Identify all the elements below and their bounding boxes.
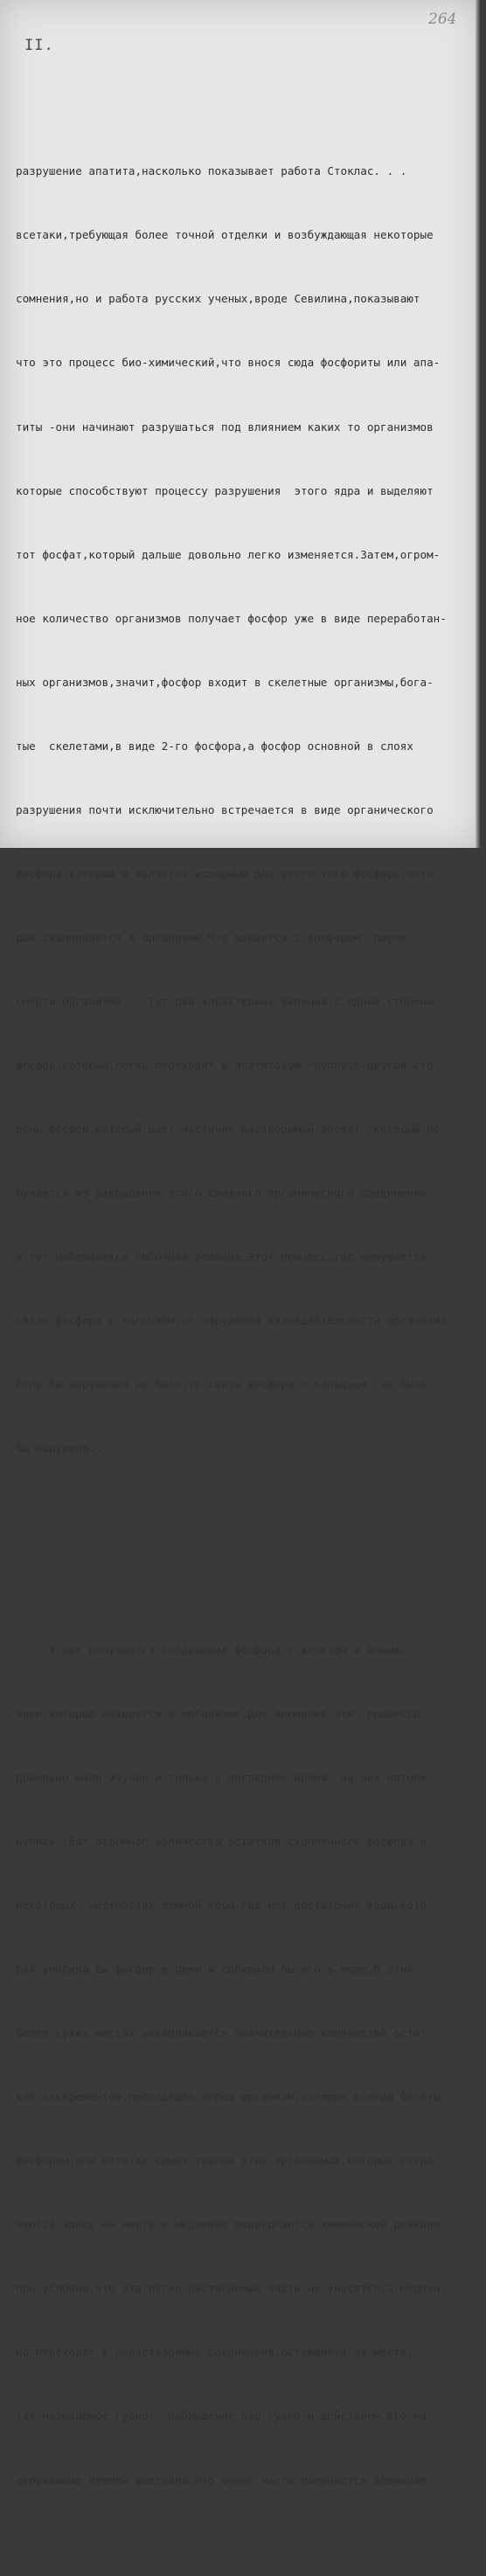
text-line: довольно мало изучен и только в последнее время на них натолк- xyxy=(16,1771,434,1785)
text-line: няются здесь на месте и медленно подвергаются химической реакции xyxy=(16,2218,441,2232)
archive-number: 264 xyxy=(428,10,457,28)
text-line: разрушения почти исключительно встречается в виде органического xyxy=(16,802,434,816)
text-line: роны фосфор,который дает частично растворимый фосфат ,который по- xyxy=(16,1121,447,1135)
text-line: смерти организма ...Тут два характерных явления:с одной стороны xyxy=(16,994,434,1008)
text-line: фосфора,который и является исходным для всего того фосфора,кото- xyxy=(16,866,441,880)
text-line: некоторых местностях земной коры,где нет достаточно воды,кото- xyxy=(16,1899,434,1913)
text-line: и тут наблюдается побочная реакция.Этот процесс,где нарушается xyxy=(16,1249,427,1263)
text-line: фосфор,который легко переходит в апатитовую группу,с другой сто- xyxy=(16,1058,441,1072)
text-line: ное количество организмов получает фосфор уже в виде переработан- xyxy=(16,611,447,625)
text-line: У нас получается соединение фосфора с железом и алюми- xyxy=(16,1643,407,1657)
text-line: нием,которые находятся в организме.Для алюминия эти процессы xyxy=(16,1707,420,1721)
body-text xyxy=(16,76,481,2576)
paragraph xyxy=(16,119,481,1502)
text-line: сомнения,но и работа русских ученых,вроде Севилина,показывают xyxy=(16,292,420,306)
text-line: фосфором,или остатки самих трупов этих организмов,которые сохра- xyxy=(16,2154,441,2168)
text-line: окружающие породы выяснило,что очень часто получается алюминие- xyxy=(16,2473,434,2487)
text-line: рый скапливается в организме.Что делается с фосфором после xyxy=(16,930,407,944)
text-line: так называемое гуано.. Наблюдение над гуано и действием его на xyxy=(16,2409,427,2423)
paragraph xyxy=(16,1597,481,2533)
text-line: при условии,что эта легко растворимые части не уносятся,а медлен- xyxy=(16,2281,447,2295)
page-number: II. xyxy=(24,37,54,54)
text-line: тые скелетами,в виде 2-го фосфора,а фосфор основной в слоях xyxy=(16,739,413,753)
text-line: ков экскрементов,проходящих через организм,которые всегда богаты xyxy=(16,2090,441,2104)
text-line: титы -они начинают разрушаться под влиянием каких то организмов xyxy=(16,420,434,434)
text-line: что это процесс био-химический,что внося сюда фосфориты или апа- xyxy=(16,356,441,370)
paragraph-gap xyxy=(16,1545,481,1555)
text-line: но переходят в нерастворимые соединения,остающиеся на месте,- xyxy=(16,2345,420,2359)
text-line: Если бы нарушения не было,то связь фосфора с кальцием не была xyxy=(16,1377,427,1391)
text-line: нулись..Вот огромное количество остатков скопленного фосфора в xyxy=(16,1835,427,1849)
text-line: ных организмов,значит,фосфор входит в скелетные организмы,бога- xyxy=(16,675,434,689)
text-line: рая уносила бы фосфор в реки и собирала бы его в море.В этих xyxy=(16,1962,413,1976)
page-edge-shadow xyxy=(476,0,481,848)
text-line: которые способствуют процессу разрушения этого ядра и выделяют xyxy=(16,483,434,497)
text-line: более сухих местах накапливается значительное количество остат- xyxy=(16,2026,434,2040)
text-line: связь фосфора с кальцием,от нарушения жизнедеятельности организма. xyxy=(16,1313,454,1327)
text-line: лучается из распадения этого сложного органического соединения xyxy=(16,1185,427,1199)
text-line: всетаки,требующая более точной отделки и возбуждающая некоторые xyxy=(16,228,434,242)
text-line: тот фосфат,который дальше довольно легко изменяется.Затем,огром- xyxy=(16,547,441,561)
text-line: бы нарушена.. xyxy=(16,1441,102,1455)
text-line: разрушение апатита,насколько показывает работа Стоклас. . . xyxy=(16,164,407,178)
